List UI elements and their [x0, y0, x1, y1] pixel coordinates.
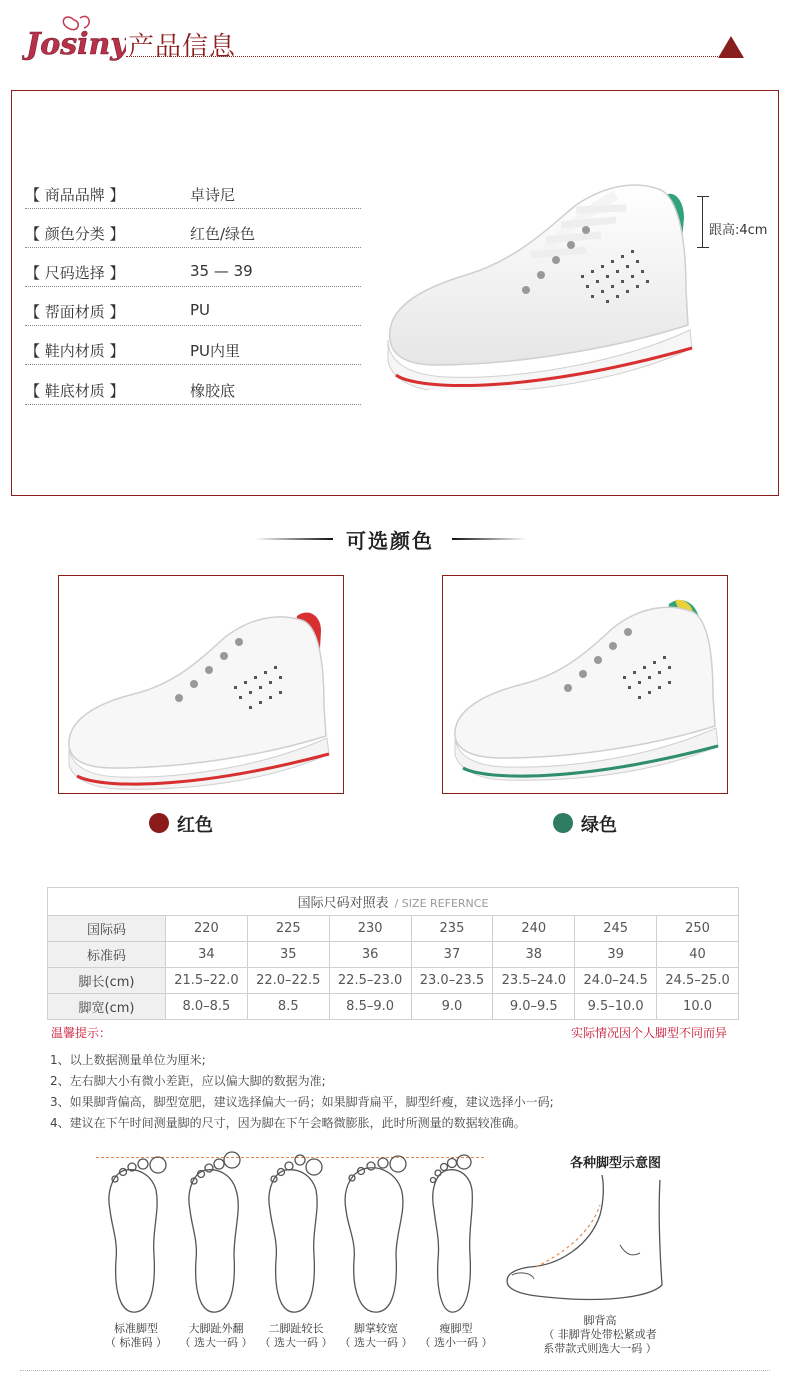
- table-cell: 23.0–23.5: [411, 968, 493, 994]
- table-row: [48, 916, 739, 942]
- caption-line: （ 非脚背处带松紧或者: [543, 1328, 657, 1341]
- spec-label: 【 鞋底材质 】: [25, 382, 125, 400]
- spec-label: 【 尺码选择 】: [25, 264, 125, 282]
- table-cell: 230: [329, 916, 411, 942]
- table-cell: 39: [575, 942, 657, 968]
- foot-type-advice: （ 选大一码 ）: [179, 1336, 253, 1349]
- table-cell: 9.0–9.5: [493, 994, 575, 1020]
- foot-caption: [256, 1322, 336, 1350]
- foot-type-name: 大脚趾外翻: [188, 1322, 244, 1335]
- table-cell: 225: [247, 916, 329, 942]
- foot-type-advice: （ 选小一码 ）: [419, 1336, 493, 1349]
- section-title: 产品信息: [128, 32, 237, 62]
- table-cell: 235: [411, 916, 493, 942]
- table-cell: 8.0–8.5: [166, 994, 248, 1020]
- spec-row-size: [25, 259, 361, 287]
- svg-text:Josiny: Josiny: [26, 27, 126, 62]
- note-item: 1、以上数据测量单位为厘米;: [50, 1053, 206, 1067]
- table-row: [48, 942, 739, 968]
- foot-caption: [336, 1322, 416, 1350]
- product-image-main: [376, 90, 696, 390]
- foot-type-name: 脚掌较宽: [354, 1322, 398, 1335]
- green-swatch-icon: [553, 813, 573, 833]
- table-cell: 23.5–24.0: [493, 968, 575, 994]
- table-cell: 22.0–22.5: [247, 968, 329, 994]
- color-card-red[interactable]: [58, 575, 344, 794]
- high-instep-caption: [525, 1314, 675, 1356]
- size-chart-table: [47, 887, 739, 1020]
- colors-section-title: [0, 523, 790, 553]
- foot-bunion-icon: [189, 1152, 240, 1312]
- spec-value: 35 — 39: [190, 262, 253, 280]
- spec-value: 橡胶底: [190, 382, 236, 400]
- foot-caption: [96, 1322, 176, 1350]
- table-cell: 21.5–22.0: [166, 968, 248, 994]
- foot-type-name: 瘦脚型: [439, 1322, 473, 1335]
- spec-value: PU内里: [190, 342, 241, 360]
- note-item: 4、建议在下午时间测量脚的尺寸，因为脚在下午会略微膨胀，此时所测量的数据较准确。: [50, 1116, 526, 1130]
- title-line-left: [255, 538, 333, 540]
- spec-label: 【 颜色分类 】: [25, 225, 125, 243]
- foot-type-advice: （ 选大一码 ）: [339, 1336, 413, 1349]
- table-cell: 10.0: [657, 994, 739, 1020]
- page-header: [0, 0, 790, 70]
- table-cell: 40: [657, 942, 739, 968]
- size-chart-title-text: 国际尺码对照表: [297, 896, 389, 911]
- table-cell: 9.5–10.0: [575, 994, 657, 1020]
- foot-type-advice: （ 标准码 ）: [105, 1336, 167, 1349]
- color-card-green[interactable]: [442, 575, 728, 794]
- table-cell: 22.5–23.0: [329, 968, 411, 994]
- measurement-notes: [50, 1050, 554, 1134]
- row-header: 脚宽(cm): [48, 994, 166, 1020]
- title-line-right: [452, 538, 526, 540]
- row-header: 国际码: [48, 916, 166, 942]
- foot-types-title: 各种脚型示意图: [570, 1156, 662, 1171]
- tip-note: 实际情况因个人脚型不同而异: [571, 1026, 728, 1040]
- colors-title-text: 可选颜色: [346, 529, 434, 553]
- foot-caption: [416, 1322, 496, 1350]
- spec-value: 红色/绿色: [190, 225, 256, 243]
- table-cell: 8.5: [247, 994, 329, 1020]
- heel-height-label: 跟高:4cm: [709, 223, 768, 238]
- table-cell: 240: [493, 916, 575, 942]
- table-cell: 220: [166, 916, 248, 942]
- shoe-red-image: [59, 576, 343, 793]
- foot-type-name: 标准脚型: [114, 1322, 158, 1335]
- spec-value: PU: [190, 301, 211, 319]
- spec-row-lining: [25, 337, 361, 365]
- foot-standard-icon: [109, 1157, 166, 1312]
- spec-row-upper: [25, 298, 361, 326]
- color-label-red: 红色: [177, 815, 213, 836]
- table-cell: 8.5–9.0: [329, 994, 411, 1020]
- spec-row-sole: [25, 377, 361, 405]
- shoe-green-image: [443, 576, 727, 793]
- triangle-icon: [718, 36, 744, 58]
- size-chart-title: [48, 888, 739, 916]
- bottom-divider: [20, 1370, 770, 1371]
- spec-label: 【 帮面材质 】: [25, 303, 125, 321]
- table-cell: 245: [575, 916, 657, 942]
- table-cell: 36: [329, 942, 411, 968]
- spec-label: 【 鞋内材质 】: [25, 342, 125, 360]
- foot-slim-icon: [431, 1155, 473, 1312]
- high-instep-icon: [500, 1175, 670, 1310]
- table-cell: 24.0–24.5: [575, 968, 657, 994]
- row-header: 标准码: [48, 942, 166, 968]
- spec-label: 【 商品品牌 】: [25, 186, 125, 204]
- table-row: [48, 994, 739, 1020]
- spec-row-color: [25, 220, 361, 248]
- foot-types-diagram: [96, 1150, 496, 1320]
- table-cell: 37: [411, 942, 493, 968]
- brand-logo: [22, 14, 126, 62]
- header-divider: [126, 56, 740, 57]
- foot-type-name: 二脚趾较长: [268, 1322, 324, 1335]
- heel-height-marker: [697, 196, 709, 248]
- foot-wide-icon: [345, 1156, 406, 1312]
- note-item: 3、如果脚背偏高，脚型宽肥，建议选择偏大一码；如果脚背扁平，脚型纤瘦，建议选择小一码;: [50, 1095, 554, 1109]
- tip-label: 温馨提示：: [51, 1026, 112, 1040]
- foot-long-toe-icon: [269, 1155, 322, 1312]
- table-cell: 34: [166, 942, 248, 968]
- spec-value: 卓诗尼: [190, 186, 236, 204]
- table-cell: 9.0: [411, 994, 493, 1020]
- spec-row-brand: [25, 181, 361, 209]
- table-cell: 24.5–25.0: [657, 968, 739, 994]
- color-label-green: 绿色: [581, 815, 617, 836]
- row-header: 脚长(cm): [48, 968, 166, 994]
- table-cell: 35: [247, 942, 329, 968]
- foot-type-advice: （ 选大一码 ）: [259, 1336, 333, 1349]
- note-item: 2、左右脚大小有微小差距，应以偏大脚的数据为准;: [50, 1074, 326, 1088]
- caption-line: 系带款式则选大一码 ）: [543, 1342, 657, 1355]
- table-row: [48, 968, 739, 994]
- table-cell: 250: [657, 916, 739, 942]
- red-swatch-icon: [149, 813, 169, 833]
- table-cell: 38: [493, 942, 575, 968]
- foot-caption: [176, 1322, 256, 1350]
- size-chart-subtitle: / SIZE REFERNCE: [394, 897, 489, 910]
- caption-line: 脚背高: [583, 1314, 617, 1327]
